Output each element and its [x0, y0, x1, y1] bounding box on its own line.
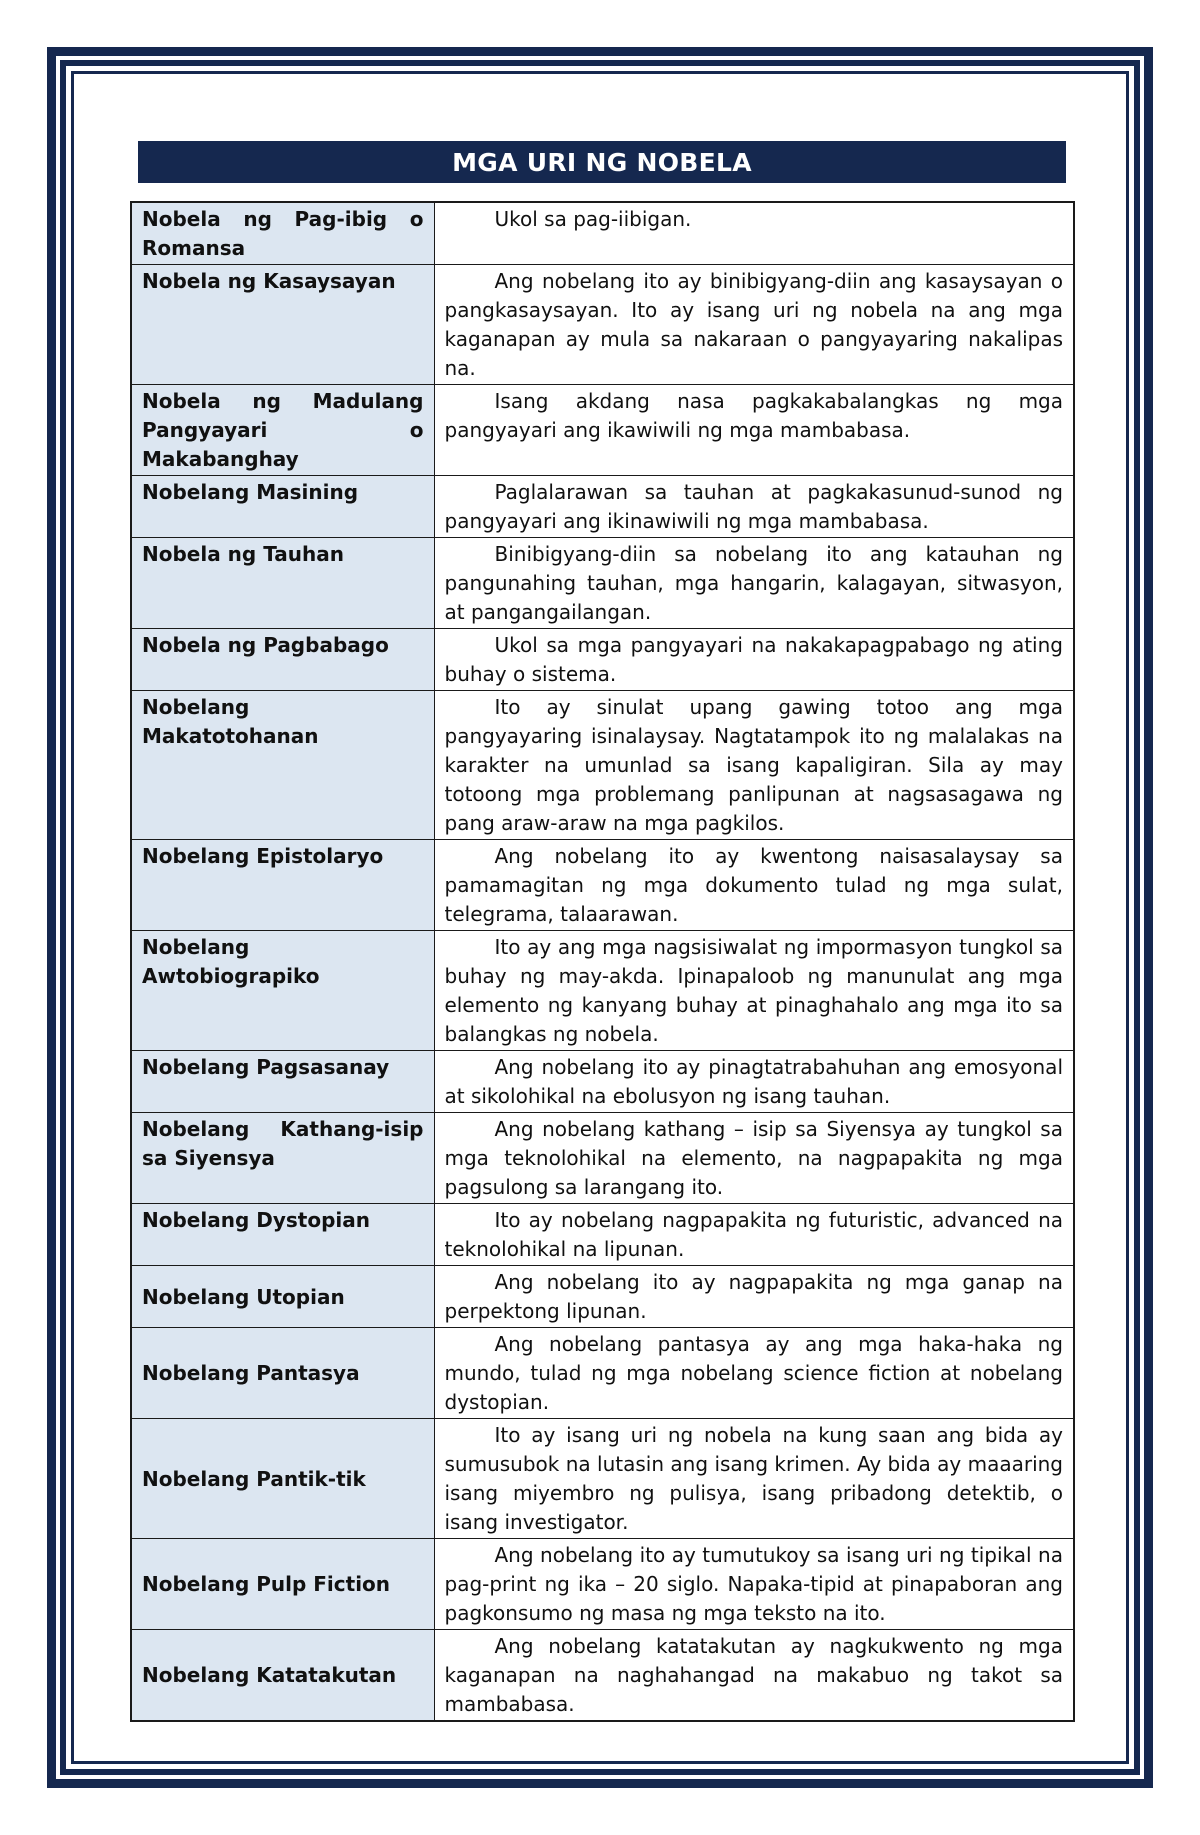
novel-type-description: Isang akdang nasa pagkakabalangkas ng mga pangyayari ang ikawiwili ng mga mambabasa.: [434, 385, 1074, 476]
table-row: [131, 931, 1074, 1051]
novel-type-term: Nobelang Dystopian: [131, 1204, 434, 1266]
novel-type-description: Ukol sa pag-iibigan.: [434, 202, 1074, 265]
novel-type-term: Nobelang Pulp Fiction: [131, 1539, 434, 1630]
table-row: [131, 691, 1074, 840]
novel-type-term: Nobela ng Pagbabago: [131, 629, 434, 691]
table-row: [131, 1113, 1074, 1204]
novel-type-term: Nobela ng Tauhan: [131, 538, 434, 629]
table-row: [131, 1266, 1074, 1328]
novel-type-description: Ang nobelang ito ay pinagtatrabahuhan ang emosyonal at sikolohikal na ebolusyon ng isang tauhan.: [434, 1051, 1074, 1113]
novel-type-term: Nobelang Utopian: [131, 1266, 434, 1328]
novel-type-description: Ang nobelang ito ay kwentong naisasalaysay sa pamamagitan ng mga dokumento tulad ng mga sulat, telegrama, talaarawan.: [434, 840, 1074, 931]
table-row: [131, 1419, 1074, 1539]
table-row: [131, 265, 1074, 385]
page-title: MGA URI NG NOBELA: [138, 141, 1066, 183]
novel-type-description: Ito ay sinulat upang gawing totoo ang mga pangyayaring isinalaysay. Nagtatampok ito ng malalakas na karakter na umunlad sa isang kapaligiran. Sila ay may totoong mga problemang panlipunan at nagsasagawa ng pang araw-araw na mga pagkilos.: [434, 691, 1074, 840]
novel-type-term: Nobela ng Kasaysayan: [131, 265, 434, 385]
novel-type-term: Nobelang Masining: [131, 476, 434, 538]
novel-type-term: Nobelang Pagsasanay: [131, 1051, 434, 1113]
novel-type-term: Nobelang Pantik-tik: [131, 1419, 434, 1539]
table-row: [131, 1539, 1074, 1630]
novel-type-term: Nobelang Makatotohanan: [131, 691, 434, 840]
table-row: [131, 385, 1074, 476]
novel-type-term: Nobelang Kathang-isip sa Siyensya: [131, 1113, 434, 1204]
table-row: [131, 629, 1074, 691]
table-row: [131, 538, 1074, 629]
novel-type-term: Nobela ng Madulang Pangyayari o Makabanghay: [131, 385, 434, 476]
novel-type-description: Ito ay nobelang nagpapakita ng futuristic, advanced na teknolohikal na lipunan.: [434, 1204, 1074, 1266]
novel-type-description: Ang nobelang pantasya ay ang mga haka-haka ng mundo, tulad ng mga nobelang science fiction at nobelang dystopian.: [434, 1328, 1074, 1419]
novel-type-term: Nobelang Katatakutan: [131, 1630, 434, 1722]
table-row: [131, 1630, 1074, 1722]
novel-type-term: Nobelang Epistolaryo: [131, 840, 434, 931]
novel-type-term: Nobelang Awtobiograpiko: [131, 931, 434, 1051]
novel-type-description: Ang nobelang katatakutan ay nagkukwento ng mga kaganapan na naghahangad na makabuo ng takot sa mambabasa.: [434, 1630, 1074, 1722]
novel-type-term: Nobela ng Pag-ibig o Romansa: [131, 202, 434, 265]
novel-type-description: Ukol sa mga pangyayari na nakakapagpabago ng ating buhay o sistema.: [434, 629, 1074, 691]
novel-type-term: Nobelang Pantasya: [131, 1328, 434, 1419]
table-row: [131, 476, 1074, 538]
novel-type-description: Ito ay isang uri ng nobela na kung saan ang bida ay sumusubok na lutasin ang isang krimen. Ay bida ay maaaring isang miyembro ng pulisya, isang pribadong detektib, o isang investigator.: [434, 1419, 1074, 1539]
table-row: [131, 1051, 1074, 1113]
table-row: [131, 1204, 1074, 1266]
novel-type-description: Paglalarawan sa tauhan at pagkakasunud-sunod ng pangyayari ang ikinawiwili ng mga mambabasa.: [434, 476, 1074, 538]
table-row: [131, 1328, 1074, 1419]
table-row: [131, 202, 1074, 265]
novel-type-description: Ang nobelang kathang – isip sa Siyensya ay tungkol sa mga teknolohikal na elemento, na nagpapakita ng mga pagsulong sa larangang ito.: [434, 1113, 1074, 1204]
novel-type-description: Ang nobelang ito ay binibigyang-diin ang kasaysayan o pangkasaysayan. Ito ay isang uri ng nobela na ang mga kaganapan ay mula sa nakaraan o pangyayaring nakalipas na.: [434, 265, 1074, 385]
novel-type-description: Binibigyang-diin sa nobelang ito ang katauhan ng pangunahing tauhan, mga hangarin, kalagayan, sitwasyon, at pangangailangan.: [434, 538, 1074, 629]
table-row: [131, 840, 1074, 931]
novel-type-description: Ito ay ang mga nagsisiwalat ng impormasyon tungkol sa buhay ng may-akda. Ipinapaloob ng manunulat ang mga elemento ng kanyang buhay at pinaghahalo ang mga ito sa balangkas ng nobela.: [434, 931, 1074, 1051]
novel-type-description: Ang nobelang ito ay tumutukoy sa isang uri ng tipikal na pag-print ng ika – 20 siglo. Napaka-tipid at pinapaboran ang pagkonsumo ng masa ng mga teksto na ito.: [434, 1539, 1074, 1630]
novel-type-description: Ang nobelang ito ay nagpapakita ng mga ganap na perpektong lipunan.: [434, 1266, 1074, 1328]
novel-types-table: [130, 201, 1075, 1722]
